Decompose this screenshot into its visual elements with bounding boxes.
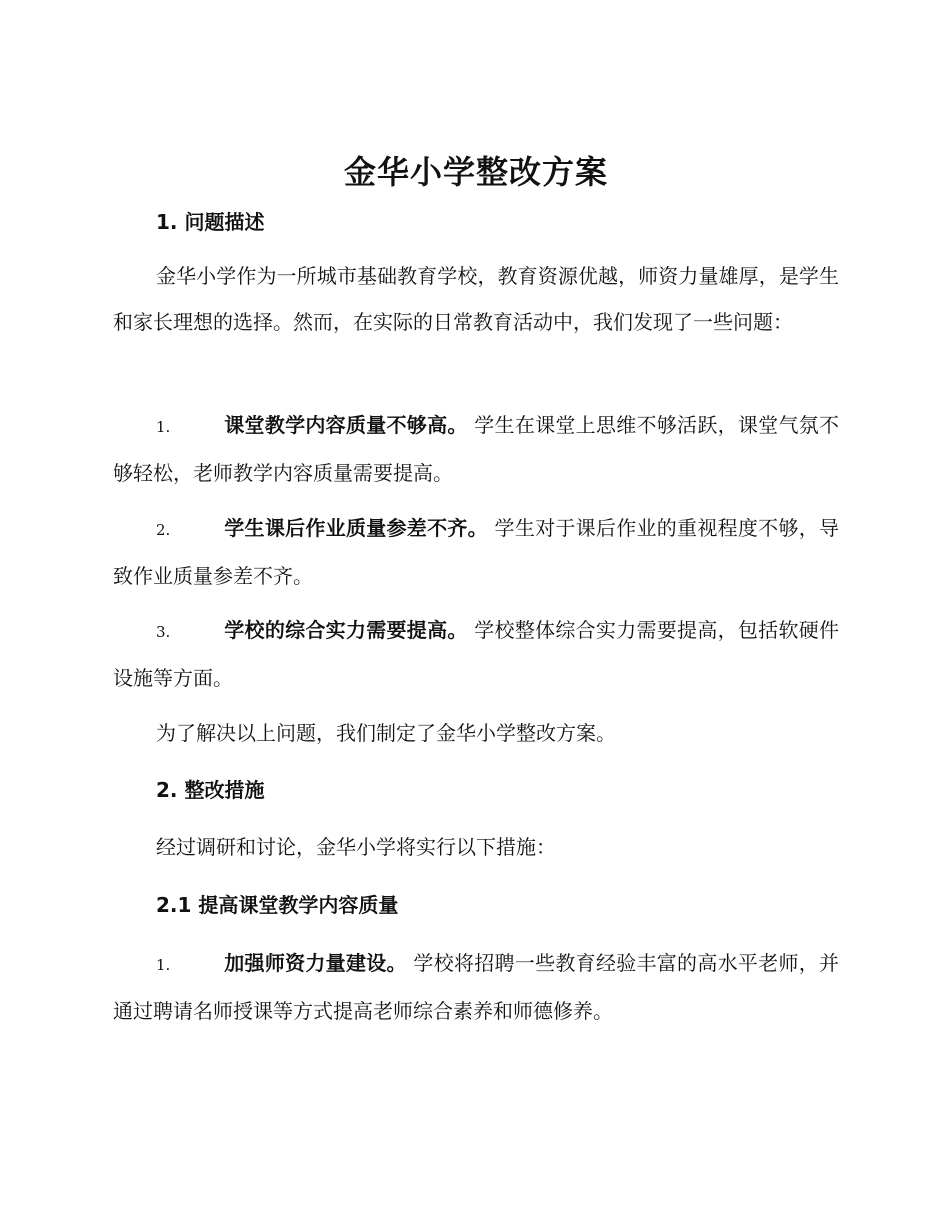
- intro-paragraph: 金华小学作为一所城市基础教育学校，教育资源优越，师资力量雄厚，是学生和家长理想的选择。然而，在实际的日常教育活动中，我们发现了一些问题：: [113, 264, 839, 334]
- section-heading-measures: 2. 整改措施: [156, 778, 265, 802]
- conclusion-paragraph: 为了解决以上问题，我们制定了金华小学整改方案。: [156, 721, 616, 745]
- item-text: 学生在课堂上思维不够活跃，课堂气氛不够轻松，老师教学内容质量需要提高。: [113, 413, 839, 485]
- problem-item-1: [113, 402, 839, 496]
- measures-intro-paragraph: 经过调研和讨论，金华小学将实行以下措施：: [156, 835, 556, 859]
- item-bold-lead: 课堂教学内容质量不够高。: [224, 413, 468, 437]
- problem-item-2: [113, 505, 839, 599]
- item-bold-lead: 学校的综合实力需要提高。: [224, 618, 468, 642]
- list-number: 1.: [156, 418, 171, 436]
- item-text: 学校整体综合实力需要提高，包括软硬件设施等方面。: [113, 618, 839, 690]
- problem-item-3: [113, 607, 839, 701]
- item-text: 学校将招聘一些教育经验丰富的高水平老师，并通过聘请名师授课等方式提高老师综合素养和师德修养。: [113, 951, 840, 1023]
- list-number: 3.: [156, 623, 171, 641]
- item-bold-lead: 学生课后作业质量参差不齐。: [224, 516, 488, 540]
- list-number: 2.: [156, 521, 171, 539]
- section-heading-problem: 1. 问题描述: [156, 210, 265, 234]
- item-text: 学生对于课后作业的重视程度不够，导致作业质量参差不齐。: [113, 516, 840, 588]
- measure-item-1: [113, 940, 839, 1034]
- list-number: 1.: [156, 956, 171, 974]
- subsection-heading: 2.1 提高课堂教学内容质量: [156, 893, 399, 917]
- document-title: 金华小学整改方案: [343, 153, 608, 191]
- item-bold-lead: 加强师资力量建设。: [224, 951, 407, 975]
